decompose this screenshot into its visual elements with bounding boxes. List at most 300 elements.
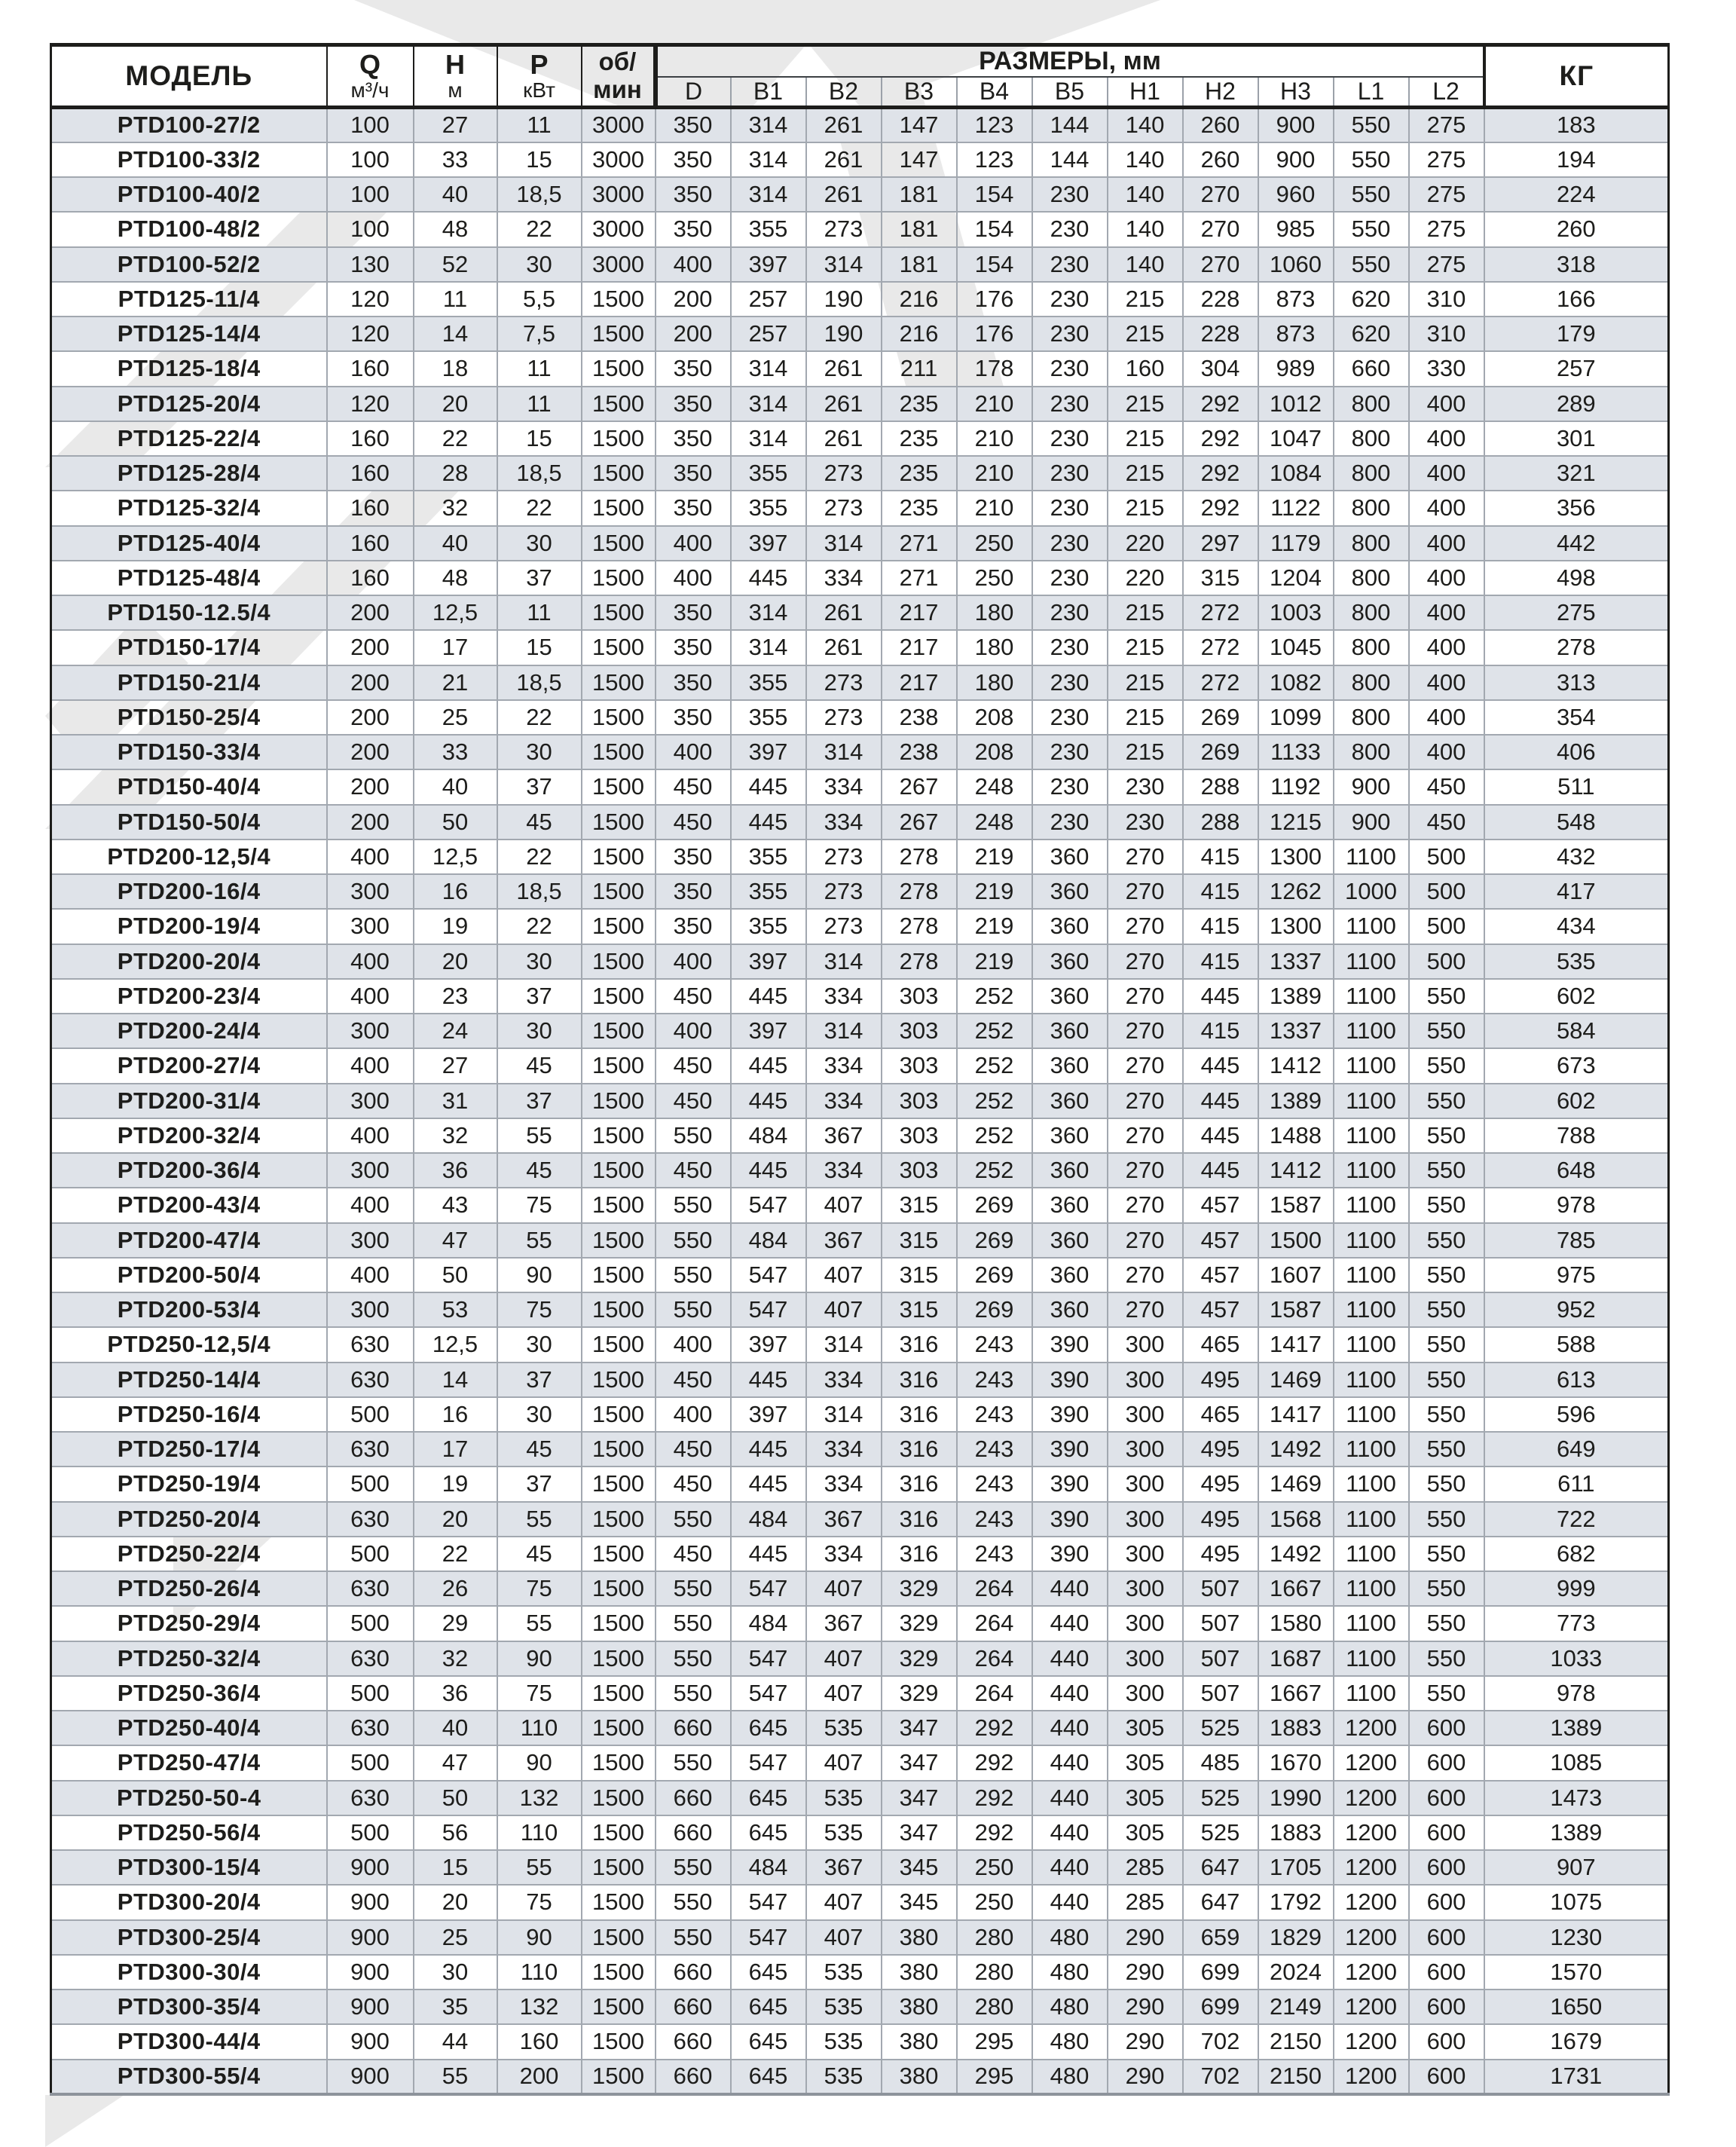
table-row [51,1850,1669,1885]
value-cell: 160 [327,351,414,386]
value-cell: 200 [327,700,414,735]
value-cell: 440 [1032,1641,1108,1676]
value-cell: 645 [731,1989,806,2024]
value-cell: 355 [731,212,806,246]
model-cell: PTD200-27/4 [51,1048,327,1083]
table-row [51,212,1669,246]
value-cell: 547 [731,1188,806,1222]
value-cell: 407 [806,1571,882,1606]
value-cell: 3000 [582,247,656,282]
value-cell: 269 [957,1188,1032,1222]
value-cell: 230 [1032,212,1108,246]
value-cell: 1500 [582,595,656,630]
value-cell: 230 [1032,247,1108,282]
value-cell: 22 [497,909,582,944]
value-cell: 550 [656,1676,731,1711]
value-cell: 1200 [1334,1815,1409,1850]
value-cell: 1200 [1334,1850,1409,1885]
value-cell: 12,5 [414,1327,497,1362]
value-cell: 300 [327,1014,414,1048]
value-cell: 367 [806,1118,882,1153]
value-cell: 360 [1032,1048,1108,1083]
value-cell: 257 [731,282,806,317]
value-cell: 290 [1108,1989,1183,2024]
table-row [51,1815,1669,1850]
value-cell: 37 [497,1363,582,1397]
value-cell: 334 [806,1537,882,1571]
value-cell: 300 [327,1084,414,1118]
table-row [51,735,1669,769]
value-cell: 900 [327,2024,414,2059]
value-cell: 166 [1484,282,1669,317]
value-cell: 90 [497,1920,582,1955]
value-cell: 1033 [1484,1641,1669,1676]
value-cell: 550 [656,1292,731,1327]
value-cell: 301 [1484,421,1669,456]
value-cell: 48 [414,212,497,246]
rpm-line1: об/ [598,47,637,76]
value-cell: 1500 [582,805,656,840]
value-cell: 314 [731,630,806,665]
value-cell: 273 [806,665,882,700]
value-cell: 550 [1409,1606,1484,1641]
value-cell: 280 [957,1989,1032,2024]
value-cell: 1500 [582,526,656,561]
value-cell: 160 [327,526,414,561]
value-cell: 355 [731,456,806,491]
value-cell: 45 [497,1048,582,1083]
value-cell: 110 [497,1711,582,1745]
rpm-line2: мин [593,75,642,103]
value-cell: 1060 [1258,247,1334,282]
value-cell: 550 [1409,1363,1484,1397]
value-cell: 32 [414,1118,497,1153]
column-group-sizes: РАЗМЕРЫ, мм [656,45,1484,78]
value-cell: 1200 [1334,1885,1409,1919]
table-row [51,1048,1669,1083]
value-cell: 329 [882,1676,957,1711]
value-cell: 30 [497,247,582,282]
value-cell: 303 [882,1084,957,1118]
table-row [51,1537,1669,1571]
value-cell: 261 [806,595,882,630]
table-row [51,108,1669,142]
value-cell: 278 [882,874,957,909]
value-cell: 273 [806,909,882,944]
value-cell: 450 [656,769,731,804]
value-cell: 31 [414,1084,497,1118]
value-cell: 160 [497,2024,582,2059]
table-row [51,1571,1669,1606]
value-cell: 507 [1183,1571,1258,1606]
value-cell: 215 [1108,665,1183,700]
value-cell: 334 [806,561,882,595]
value-cell: 380 [882,1920,957,1955]
value-cell: 273 [806,212,882,246]
table-row [51,456,1669,491]
value-cell: 785 [1484,1223,1669,1258]
value-cell: 75 [497,1885,582,1919]
value-cell: 350 [656,177,731,212]
value-cell: 1500 [582,421,656,456]
value-cell: 12,5 [414,840,497,874]
value-cell: 300 [1108,1571,1183,1606]
value-cell: 1500 [582,491,656,525]
value-cell: 550 [1334,142,1409,177]
value-cell: 1500 [582,1258,656,1292]
value-cell: 989 [1258,351,1334,386]
model-cell: PTD150-25/4 [51,700,327,735]
value-cell: 550 [1409,1676,1484,1711]
value-cell: 507 [1183,1641,1258,1676]
value-cell: 400 [327,1118,414,1153]
model-cell: PTD300-44/4 [51,2024,327,2059]
value-cell: 314 [806,1397,882,1432]
value-cell: 200 [656,282,731,317]
table-row [51,1258,1669,1292]
value-cell: 1100 [1334,1606,1409,1641]
value-cell: 1607 [1258,1258,1334,1292]
value-cell: 550 [656,1850,731,1885]
value-cell: 30 [497,526,582,561]
value-cell: 252 [957,1118,1032,1153]
table-header [51,45,1669,108]
value-cell: 390 [1032,1537,1108,1571]
value-cell: 3000 [582,108,656,142]
value-cell: 269 [957,1258,1032,1292]
value-cell: 440 [1032,1606,1108,1641]
model-cell: PTD300-55/4 [51,2060,327,2094]
value-cell: 350 [656,456,731,491]
value-cell: 160 [1108,351,1183,386]
value-cell: 321 [1484,456,1669,491]
value-cell: 200 [327,630,414,665]
value-cell: 1100 [1334,1502,1409,1537]
value-cell: 407 [806,1885,882,1919]
value-cell: 23 [414,979,497,1014]
value-cell: 1100 [1334,1327,1409,1362]
value-cell: 550 [1409,1571,1484,1606]
table-row [51,1781,1669,1815]
value-cell: 329 [882,1606,957,1641]
value-cell: 215 [1108,491,1183,525]
value-cell: 417 [1484,874,1669,909]
value-cell: 907 [1484,1850,1669,1885]
value-cell: 316 [882,1327,957,1362]
value-cell: 1100 [1334,1641,1409,1676]
value-cell: 123 [957,108,1032,142]
model-cell: PTD200-53/4 [51,1292,327,1327]
table-row [51,1397,1669,1432]
value-cell: 120 [327,317,414,351]
value-cell: 535 [806,2024,882,2059]
value-cell: 350 [656,874,731,909]
value-cell: 400 [1409,526,1484,561]
value-cell: 334 [806,769,882,804]
model-cell: PTD200-24/4 [51,1014,327,1048]
value-cell: 230 [1032,491,1108,525]
value-cell: 17 [414,630,497,665]
value-cell: 1262 [1258,874,1334,909]
value-cell: 261 [806,630,882,665]
value-cell: 347 [882,1745,957,1780]
value-cell: 620 [1334,282,1409,317]
model-cell: PTD300-15/4 [51,1850,327,1885]
value-cell: 300 [1108,1676,1183,1711]
value-cell: 30 [497,944,582,979]
value-cell: 30 [497,1397,582,1432]
table-row [51,1432,1669,1467]
value-cell: 773 [1484,1606,1669,1641]
value-cell: 16 [414,1397,497,1432]
value-cell: 550 [1409,1014,1484,1048]
value-cell: 200 [327,735,414,769]
value-cell: 1100 [1334,1537,1409,1571]
value-cell: 257 [1484,351,1669,386]
value-cell: 261 [806,142,882,177]
value-cell: 800 [1334,735,1409,769]
value-cell: 1587 [1258,1292,1334,1327]
value-cell: 47 [414,1745,497,1780]
value-cell: 228 [1183,317,1258,351]
value-cell: 48 [414,561,497,595]
value-cell: 1650 [1484,1989,1669,2024]
value-cell: 40 [414,769,497,804]
value-cell: 440 [1032,1850,1108,1885]
value-cell: 40 [414,177,497,212]
value-cell: 550 [1409,1118,1484,1153]
value-cell: 27 [414,1048,497,1083]
table-row [51,1711,1669,1745]
value-cell: 484 [731,1223,806,1258]
table-row [51,1118,1669,1153]
value-cell: 210 [957,491,1032,525]
value-cell: 18,5 [497,456,582,491]
table-row [51,909,1669,944]
table-row [51,1955,1669,1989]
value-cell: 1500 [582,1955,656,1989]
value-cell: 400 [327,979,414,1014]
value-cell: 230 [1032,526,1108,561]
flow-symbol: Q [359,48,381,80]
value-cell: 400 [656,1014,731,1048]
value-cell: 75 [497,1188,582,1222]
value-cell: 292 [957,1815,1032,1850]
value-cell: 390 [1032,1502,1108,1537]
value-cell: 699 [1183,1955,1258,1989]
value-cell: 20 [414,387,497,421]
value-cell: 1500 [582,1711,656,1745]
value-cell: 43 [414,1188,497,1222]
value-cell: 1337 [1258,944,1334,979]
value-cell: 271 [882,526,957,561]
value-cell: 1100 [1334,1084,1409,1118]
value-cell: 380 [882,1955,957,1989]
value-cell: 1003 [1258,595,1334,630]
model-cell: PTD125-48/4 [51,561,327,595]
value-cell: 19 [414,909,497,944]
value-cell: 1200 [1334,1745,1409,1780]
spec-table [50,43,1670,2096]
model-cell: PTD300-20/4 [51,1885,327,1919]
value-cell: 7,5 [497,317,582,351]
value-cell: 329 [882,1571,957,1606]
value-cell: 270 [1108,1292,1183,1327]
value-cell: 314 [806,1014,882,1048]
value-cell: 525 [1183,1815,1258,1850]
value-cell: 600 [1409,1745,1484,1780]
value-cell: 270 [1108,909,1183,944]
value-cell: 278 [1484,630,1669,665]
value-cell: 550 [1409,1258,1484,1292]
value-cell: 264 [957,1571,1032,1606]
value-cell: 14 [414,317,497,351]
value-cell: 397 [731,944,806,979]
value-cell: 16 [414,874,497,909]
value-cell: 252 [957,1014,1032,1048]
value-cell: 1500 [582,2060,656,2094]
value-cell: 659 [1183,1920,1258,1955]
value-cell: 630 [327,1363,414,1397]
value-cell: 248 [957,805,1032,840]
value-cell: 300 [327,1153,414,1188]
value-cell: 37 [497,769,582,804]
value-cell: 55 [497,1606,582,1641]
value-cell: 600 [1409,1885,1484,1919]
value-cell: 660 [656,1815,731,1850]
value-cell: 1045 [1258,630,1334,665]
value-cell: 55 [497,1223,582,1258]
value-cell: 500 [327,1397,414,1432]
value-cell: 270 [1108,874,1183,909]
value-cell: 440 [1032,1745,1108,1780]
value-cell: 400 [327,1258,414,1292]
value-cell: 600 [1409,1781,1484,1815]
power-unit: кВт [523,78,555,102]
value-cell: 800 [1334,665,1409,700]
value-cell: 1100 [1334,909,1409,944]
column-header-kg: КГ [1484,45,1669,108]
value-cell: 600 [1409,2024,1484,2059]
value-cell: 329 [882,1641,957,1676]
value-cell: 550 [1409,1467,1484,1501]
value-cell: 110 [497,1955,582,1989]
value-cell: 900 [1258,142,1334,177]
value-cell: 176 [957,282,1032,317]
value-cell: 270 [1108,1118,1183,1153]
value-cell: 260 [1183,142,1258,177]
value-cell: 485 [1183,1745,1258,1780]
value-cell: 1012 [1258,387,1334,421]
value-cell: 1500 [582,1188,656,1222]
value-cell: 22 [414,421,497,456]
table-row [51,421,1669,456]
value-cell: 415 [1183,909,1258,944]
value-cell: 500 [327,1815,414,1850]
value-cell: 271 [882,561,957,595]
value-cell: 1500 [582,874,656,909]
value-cell: 440 [1032,1781,1108,1815]
value-cell: 270 [1108,840,1183,874]
value-cell: 22 [497,491,582,525]
value-cell: 160 [327,421,414,456]
model-cell: PTD125-28/4 [51,456,327,491]
value-cell: 350 [656,491,731,525]
value-cell: 1500 [582,1885,656,1919]
value-cell: 208 [957,700,1032,735]
value-cell: 280 [957,1920,1032,1955]
value-cell: 500 [1409,840,1484,874]
value-cell: 699 [1183,1989,1258,2024]
value-cell: 132 [497,1781,582,1815]
value-cell: 550 [656,1606,731,1641]
value-cell: 190 [806,282,882,317]
value-cell: 722 [1484,1502,1669,1537]
value-cell: 457 [1183,1223,1258,1258]
table-row [51,1745,1669,1780]
value-cell: 316 [882,1537,957,1571]
value-cell: 230 [1032,351,1108,386]
value-cell: 314 [731,351,806,386]
value-cell: 140 [1108,212,1183,246]
model-cell: PTD200-36/4 [51,1153,327,1188]
value-cell: 278 [882,909,957,944]
value-cell: 397 [731,1014,806,1048]
value-cell: 360 [1032,909,1108,944]
value-cell: 360 [1032,840,1108,874]
value-cell: 37 [497,1084,582,1118]
table-row [51,282,1669,317]
value-cell: 1500 [582,1118,656,1153]
value-cell: 415 [1183,944,1258,979]
value-cell: 1500 [582,840,656,874]
value-cell: 230 [1032,561,1108,595]
value-cell: 292 [957,1781,1032,1815]
table-row [51,317,1669,351]
value-cell: 230 [1032,177,1108,212]
value-cell: 507 [1183,1676,1258,1711]
value-cell: 2150 [1258,2060,1334,2094]
head-unit: м [448,78,463,102]
value-cell: 30 [414,1955,497,1989]
value-cell: 314 [731,421,806,456]
value-cell: 19 [414,1467,497,1501]
value-cell: 400 [656,1327,731,1362]
value-cell: 1200 [1334,1989,1409,2024]
value-cell: 219 [957,840,1032,874]
value-cell: 235 [882,421,957,456]
value-cell: 600 [1409,1815,1484,1850]
value-cell: 261 [806,177,882,212]
value-cell: 1389 [1484,1815,1669,1850]
size-column-header-b5: B5 [1032,77,1108,108]
value-cell: 354 [1484,700,1669,735]
value-cell: 702 [1183,2024,1258,2059]
value-cell: 183 [1484,108,1669,142]
value-cell: 1500 [582,1571,656,1606]
table-row [51,351,1669,386]
value-cell: 334 [806,1048,882,1083]
value-cell: 248 [957,769,1032,804]
value-cell: 18,5 [497,177,582,212]
value-cell: 630 [327,1781,414,1815]
value-cell: 15 [497,142,582,177]
value-cell: 305 [1108,1815,1183,1850]
value-cell: 132 [497,1989,582,2024]
value-cell: 900 [327,1989,414,2024]
table-row [51,944,1669,979]
value-cell: 1100 [1334,1467,1409,1501]
